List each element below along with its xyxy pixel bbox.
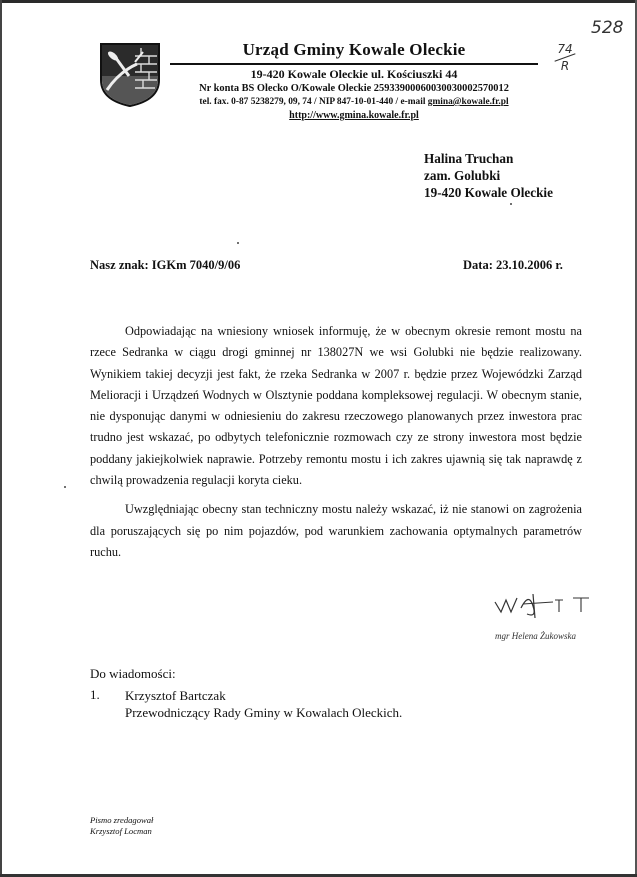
- editor-footnote: [90, 815, 153, 837]
- handwritten-page-number: 528: [591, 18, 624, 38]
- handwritten-reference: [552, 42, 578, 73]
- handwritten-ref-bottom: R: [560, 59, 570, 73]
- handwritten-ref-top: 74: [557, 42, 573, 56]
- contact-email-link[interactable]: gmina@kowale.fr.pl: [427, 97, 509, 107]
- cc-item: [125, 687, 402, 721]
- office-contact: [160, 97, 548, 107]
- scan-speck: [237, 242, 239, 244]
- contact-phone-nip: tel. fax. 0-87 5238279, 09, 74 / NIP 847-10-01-440 / e-mail: [199, 97, 428, 107]
- cc-item-name: Krzysztof Bartczak: [125, 688, 226, 703]
- recipient-name: Halina Truchan: [424, 151, 514, 166]
- footnote-editor: Krzysztof Locman: [90, 826, 152, 836]
- scan-edge-top: [0, 0, 637, 3]
- recipient-residence: zam. Golubki: [424, 168, 501, 183]
- office-website-link[interactable]: http://www.gmina.kowale.fr.pl: [289, 110, 419, 121]
- office-name: Urząd Gminy Kowale Oleckie: [242, 40, 466, 59]
- cc-item-role: Przewodniczący Rady Gminy w Kowalach Oleckich.: [125, 705, 403, 720]
- letterhead-divider: [170, 63, 538, 65]
- office-bank-account: Nr konta BS Olecko O/Kowale Oleckie 25933900060030030002570012: [199, 83, 509, 94]
- footnote-label: Pismo zredagował: [90, 815, 154, 825]
- cc-item-number: 1.: [90, 687, 100, 702]
- body-paragraph-2: Uwzględniając obecny stan techniczny mostu należy wskazać, iż nie stanowi on zagrożenia dla poruszających się po nim pojazdów, pod warunkiem zachowania optymalnych parametrów ruchu.: [90, 502, 582, 559]
- recipient-city: 19-420 Kowale Oleckie: [424, 185, 553, 200]
- our-reference: Nasz znak: IGKm 7040/9/06: [90, 258, 241, 272]
- cc-heading: Do wiadomości:: [90, 666, 176, 681]
- signer-name: mgr Helena Żukowska: [495, 631, 576, 641]
- scan-edge-left: [0, 0, 2, 877]
- letter-date: Data: 23.10.2006 r.: [463, 258, 563, 272]
- handwritten-signature-icon: [493, 588, 593, 620]
- body-paragraph-1: Odpowiadając na wniesiony wniosek informuję, że w obecnym okresie remont mostu na rzece Sedranka w ciągu drogi gminnej nr 138027N we wsi Golubki nie będzie realizowany. Wynikiem takiej decyzji jest fakt, że rzeka Sedranka w 2007 r. będzie przez Wojewódzki Zarząd Melioracji i Urządzeń Wodnych w Olsztynie poddana kompleksowej regulacji. W obecnym stanie, nie dysponując danymi w odniesieniu do zakresu rzeczowego planowanych przez inwestora prac trudno jest wskazać, po odbytych telefonicznie rozmowach czy ze strony inwestora most będzie poddany jakiejkolwiek naprawie. Potrzeby remontu mostu i ich zakres ujawnią się tak naprawdę z chwilą prowadzenia regulacji koryta cieku.: [90, 324, 582, 488]
- coat-of-arms-icon: [99, 42, 161, 108]
- scan-speck: [510, 203, 512, 205]
- letter-body: [90, 321, 582, 571]
- scan-speck: [64, 486, 66, 488]
- office-address: 19-420 Kowale Oleckie ul. Kościuszki 44: [250, 67, 458, 81]
- recipient-block: [424, 150, 553, 201]
